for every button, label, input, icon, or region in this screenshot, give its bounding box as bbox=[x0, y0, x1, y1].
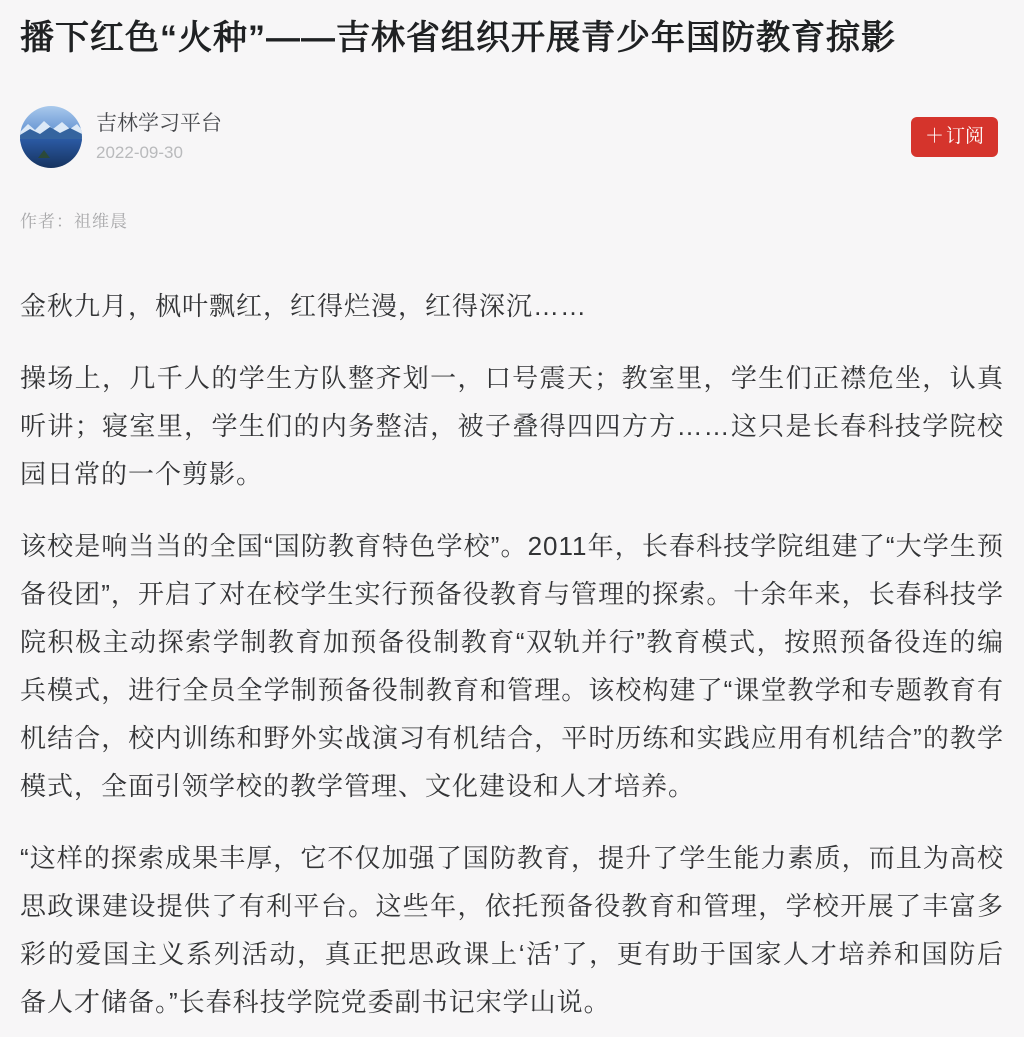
subscribe-button-label: 订阅 bbox=[945, 126, 984, 147]
article-paragraph: 金秋九月，枫叶飘红，红得烂漫，红得深沉…… bbox=[20, 291, 588, 321]
author-line: 作者：祖维晨 bbox=[20, 212, 128, 231]
publisher-avatar[interactable] bbox=[20, 106, 82, 168]
publisher-name[interactable]: 吉林学习平台 bbox=[96, 112, 222, 135]
article-paragraph: 该校是响当当的全国“国防教育特色学校”。2011年，长春科技学院组建了“大学生预备役团”，开启了对在校学生实行预备役教育与管理的探索。十余年来，长春科技学院积极主动探索学制教育加预备役制教育“双轨并行”教育模式，按照预备役连的编兵模式，进行全员全学制预备役制教育和管理。该校构建了“课堂教学和专题教育有机结合，校内训练和野外实战演习有机结合，平时历练和实践应用有机结合”的教学模式，全面引领学校的教学管理、文化建设和人才培养。 bbox=[20, 531, 1004, 801]
plus-icon: ＋ bbox=[924, 126, 944, 147]
article-paragraph: “这样的探索成果丰厚，它不仅加强了国防教育，提升了学生能力素质，而且为高校思政课建设提供了有利平台。这些年，依托预备役教育和管理，学校开展了丰富多彩的爱国主义系列活动，真正把思政课上‘活’了，更有助于国家人才培养和国防后备人才储备。”长春科技学院党委副书记宋学山说。 bbox=[20, 843, 1004, 1017]
article-paragraph: 操场上，几千人的学生方队整齐划一，口号震天；教室里，学生们正襟危坐，认真听讲；寝室里，学生们的内务整洁，被子叠得四四方方……这只是长春科技学院校园日常的一个剪影。 bbox=[20, 363, 1004, 489]
subscribe-button[interactable] bbox=[911, 117, 998, 157]
publisher-row bbox=[20, 106, 1004, 168]
article-title: 播下红色“火种”——吉林省组织开展青少年国防教育掠影 bbox=[20, 19, 896, 57]
publish-date: 2022-09-30 bbox=[96, 143, 183, 162]
article-body bbox=[20, 282, 1004, 1026]
publisher-info bbox=[96, 111, 911, 163]
mountain-lake-photo-icon bbox=[20, 106, 82, 168]
